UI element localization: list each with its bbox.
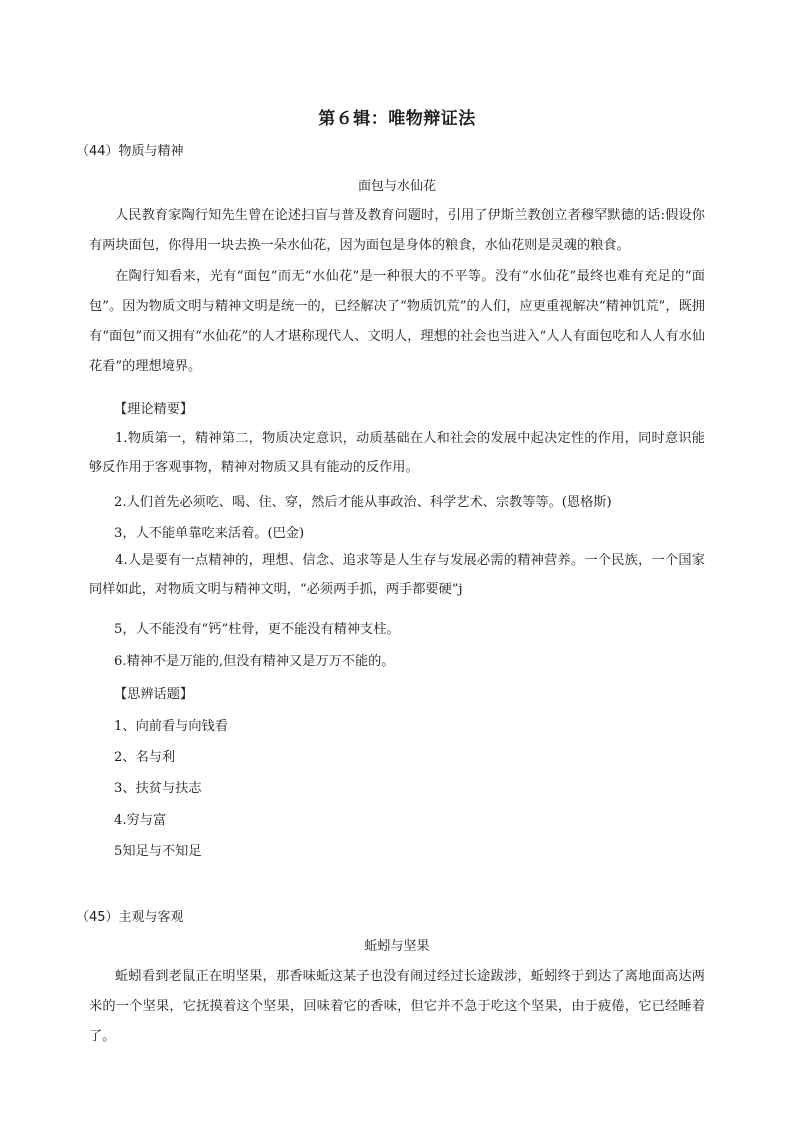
section-44-heading: （44）物质与精神 <box>76 144 184 159</box>
theory-item-2: 2.人们首先必须吃、喝、住、穿，然后才能从事政治、科学艺术、宗教等等。(恩格斯) <box>114 495 612 510</box>
debate-item-1: 1、向前看与向钱看 <box>114 719 228 734</box>
section-44-paragraph-2: 在陶行知看来，光有“面包”而无“水仙花”是一种很大的不平等。没有“水仙花”最终也难有充足的“面包”。因为物质文明与精神文明是统一的，已经解决了“物质饥荒”的人们，应更重视解决“精神饥荒”，既拥有“面包”而又拥有“水仙花”的人才堪称现代人、文明人，理想的社会也当进入“人人有面包吃和人人有水仙花看”的理想境界。 <box>89 269 705 374</box>
story-title-earthworm-nut: 蚯蚓与坚果 <box>364 939 430 954</box>
debate-heading: 【思辨话题】 <box>114 687 194 702</box>
theory-item-3: 3，人不能单靠吃来活着。(巴金) <box>114 526 305 541</box>
theory-item-5: 5，人不能没有“钙”柱骨，更不能没有精神支柱。 <box>114 622 400 637</box>
debate-item-5: 5知足与不知足 <box>114 844 202 859</box>
debate-item-3: 3、扶贫与扶志 <box>114 781 202 796</box>
debate-item-4: 4.穷与富 <box>114 813 167 828</box>
section-45-heading: （45）主观与客观 <box>76 910 184 925</box>
theory-heading: 【理论精要】 <box>114 402 194 417</box>
section-45-paragraph-1: 蚯蚓看到老鼠正在明坚果，那香味蚯这某子也没有闹过经过长途跋涉，蚯蚓终于到达了离地面高达两米的一个坚果，它抚摸着这个坚果，回味着它的香味，但它并不急于吃这个坚果，由于疲倦，它已经睡着了。 <box>89 969 705 1044</box>
theory-item-1: 1.物质第一，精神第二，物质决定意识，动质基础在人和社会的发展中起决定性的作用，同时意识能够反作用于客观事物，精神对物质又具有能动的反作用。 <box>89 431 705 475</box>
chapter-title: 第６辑：唯物辩证法 <box>318 109 476 129</box>
section-44-paragraph-1: 人民教育家陶行知先生曾在论述扫盲与普及教育问题时，引用了伊斯兰教创立者穆罕默德的话:假设你有两块面包，你得用一块去换一朵水仙花，因为面包是身体的粮食，水仙花则是灵魂的粮食。 <box>89 208 705 253</box>
theory-item-4: 4.人是要有一点精神的，理想、信念、追求等是人生存与发展必需的精神营养。一个民族，一个国家同样如此，对物质文明与精神文明，“必须两手抓，两手都要硬”j <box>89 553 705 597</box>
story-title-bread-narcissus: 面包与水仙花 <box>357 179 436 194</box>
debate-item-2: 2、名与利 <box>114 750 176 765</box>
theory-item-6: 6.精神不是万能的,但没有精神又是万万不能的。 <box>114 654 395 669</box>
